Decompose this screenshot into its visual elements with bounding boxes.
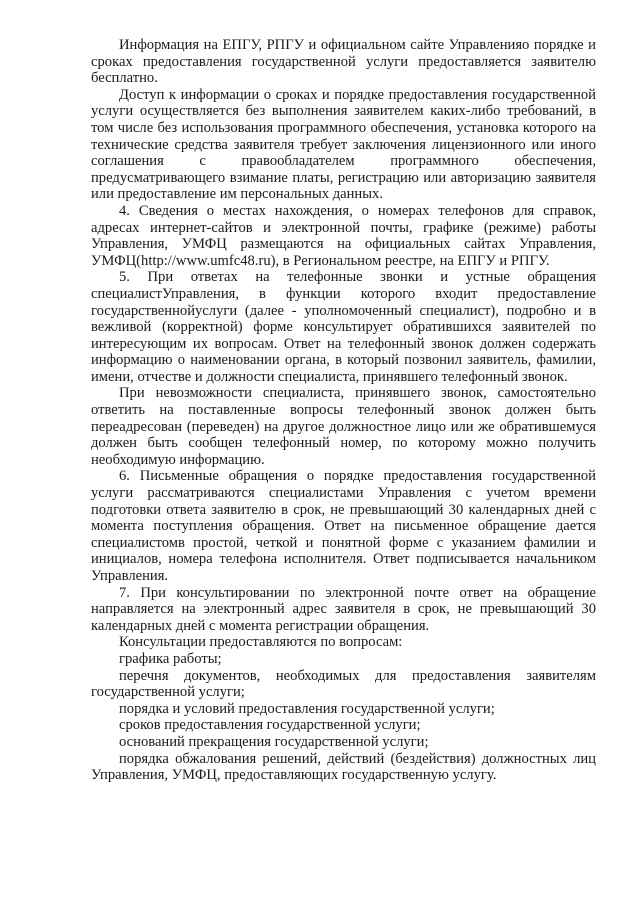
document-page xyxy=(91,37,596,784)
paragraph-info-free: Информация на ЕПГУ, РПГУ и официальном сайте Управленияо порядке и сроках предоставления государственной услуги предоставляется заявителю бесплатно. xyxy=(91,37,596,87)
paragraph-section-4: 4. Сведения о местах нахождения, о номерах телефонов для справок, адресах интернет-сайтов и электронной почты, графике (режиме) работы Управления, УМФЦ размещаются на официальных сайтах Управления, УМФЦ(http://www.umfc48.ru), в Региональном реестре, на ЕПГУ и РПГУ. xyxy=(91,202,596,269)
list-item: сроков предоставления государственной услуги; xyxy=(119,717,421,734)
paragraph-access-requirements: Доступ к информации о сроках и порядке предоставления государственной услуги осуществляется без выполнения заявителем каких-либо требований, в том числе без использования программного обеспечения, установка которого на технические средства заявителя требует заключения лицензионного или иного соглашения с правообладателем программного обеспечения, предусматривающего взимание платы, регистрацию или авторизацию заявителя или предоставление им персональных данных. xyxy=(91,86,596,203)
list-item: порядка и условий предоставления государственной услуги; xyxy=(119,700,495,717)
list-item: графика работы; xyxy=(119,650,222,667)
paragraph-section-6: 6. Письменные обращения о порядке предоставления государственной услуги рассматриваются специалистами Управления с учетом времени подготовки ответа заявителю в срок, не превышающий 30 календарных дней с момента поступления обращения. Ответ на письменное обращение дается специалистомв простой, четкой и понятной форме с указанием фамилии и инициалов, номера телефона исполнителя. Ответ подписывается начальником Управления. xyxy=(91,468,596,584)
list-item: оснований прекращения государственной услуги; xyxy=(119,733,429,750)
paragraph-consultation-topics-intro: Консультации предоставляются по вопросам: xyxy=(119,634,403,651)
paragraph-section-7: 7. При консультировании по электронной почте ответ на обращение направляется на электронный адрес заявителя в срок, не превышающий 30 календарных дней с момента регистрации обращения. xyxy=(91,584,596,634)
list-item: порядка обжалования решений, действий (бездействия) должностных лиц Управления, УМФЦ, предоставляющих государственную услугу. xyxy=(91,750,596,784)
paragraph-section-5: 5. При ответах на телефонные звонки и устные обращения специалистУправления, в функции которого входит предоставление государственнойуслуги (далее - уполномоченный специалист), подробно и в вежливой (корректной) форме консультирует обратившихся заявителей по интересующим их вопросам. Ответ на телефонный звонок должен содержать информацию о наименовании органа, в который позвонил заявитель, фамилии, имени, отчестве и должности специалиста, принявшего телефонный звонок. xyxy=(91,269,596,385)
paragraph-call-redirect: При невозможности специалиста, принявшего звонок, самостоятельно ответить на поставленные вопросы телефонный звонок должен быть переадресован (переведен) на другое должностное лицо или же обратившемуся должен быть сообщен телефонный номер, по которому можно получить необходимую информацию. xyxy=(91,385,596,468)
list-item: перечня документов, необходимых для предоставления заявителям государственной услуги; xyxy=(91,667,596,701)
